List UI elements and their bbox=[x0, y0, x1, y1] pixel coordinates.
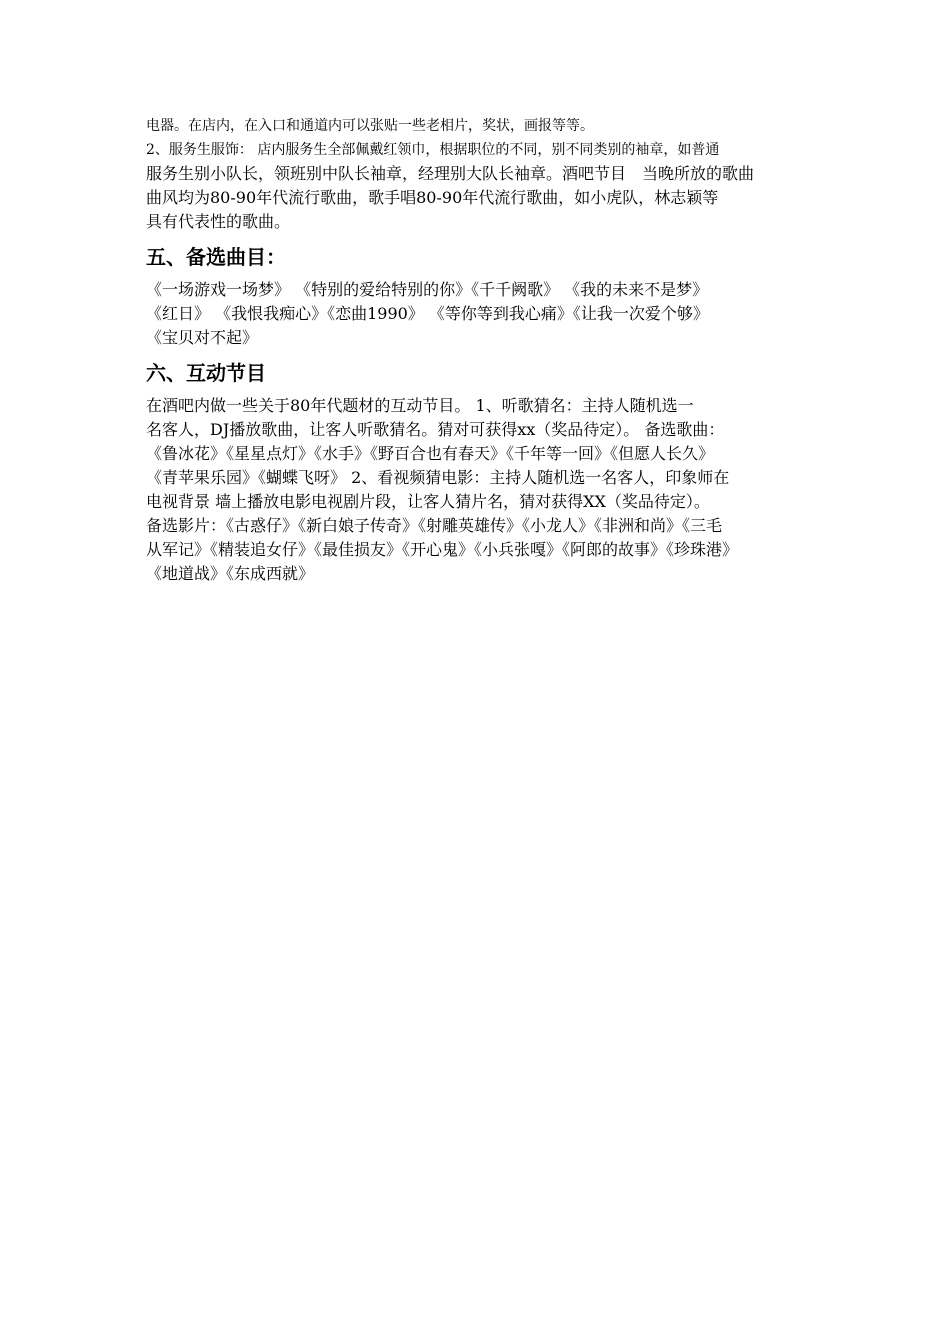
section-5-heading: 五、备选曲目： bbox=[146, 245, 286, 269]
paragraph-line: 名客人，DJ播放歌曲，让客人听歌猜名。猜对可获得xx（奖品待定）。 备选歌曲： bbox=[146, 420, 725, 439]
paragraph-line: 《鲁冰花》《星星点灯》《水手》《野百合也有春天》《千年等一回》《但愿人长久》 bbox=[146, 444, 715, 463]
song-list-line: 《宝贝对不起》 bbox=[146, 328, 259, 347]
paragraph-line: 备选影片：《古惑仔》《新白娘子传奇》《射雕英雄传》《小龙人》《非洲和尚》《三毛 bbox=[146, 516, 723, 535]
section-6-body bbox=[146, 394, 810, 586]
paragraph-line: 电器。在店内，在入口和通道内可以张贴一些老相片，奖状，画报等等。 bbox=[146, 118, 594, 134]
paragraph-line: 《地道战》《东成西就》 bbox=[146, 564, 315, 583]
section-5-body bbox=[146, 278, 810, 350]
paragraph-line: 具有代表性的歌曲。 bbox=[146, 212, 291, 231]
paragraph-line: 《青苹果乐园》《蝴蝶飞呀》 2、看视频猜电影：主持人随机选一名客人，印象师在 bbox=[146, 468, 730, 487]
paragraph-line: 服务生别小队长，领班别中队长袖章，经理别大队长袖章。酒吧节目 当晚所放的歌曲 bbox=[146, 164, 755, 183]
paragraph-line: 在酒吧内做一些关于80年代题材的互动节目。 1、听歌猜名：主持人随机选一 bbox=[146, 396, 694, 415]
song-list-line: 《红日》 《我恨我痴心》《恋曲1990》 《等你等到我心痛》《让我一次爱个够》 bbox=[146, 304, 709, 323]
song-list-line: 《一场游戏一场梦》 《特别的爱给特别的你》《千千阙歌》 《我的未来不是梦》 bbox=[146, 280, 709, 299]
section-6-heading: 六、互动节目 bbox=[146, 361, 266, 385]
paragraph-line: 从军记》《精装追女仔》《最佳损友》《开心鬼》《小兵张嘎》《阿郎的故事》《珍珠港》 bbox=[146, 540, 739, 559]
paragraph-line: 曲风均为80-90年代流行歌曲，歌手唱80-90年代流行歌曲，如小虎队，林志颖等 bbox=[146, 188, 719, 207]
paragraph-line: 电视背景 墙上播放电影电视剧片段，让客人猜片名，猜对获得XX（奖品待定）。 bbox=[146, 492, 710, 511]
paragraph-line: 2、服务生服饰： 店内服务生全部佩戴红领巾，根据职位的不同，别不同类别的袖章，如普通 bbox=[146, 142, 720, 158]
document-page bbox=[146, 114, 810, 586]
section-4-tail bbox=[146, 114, 810, 234]
